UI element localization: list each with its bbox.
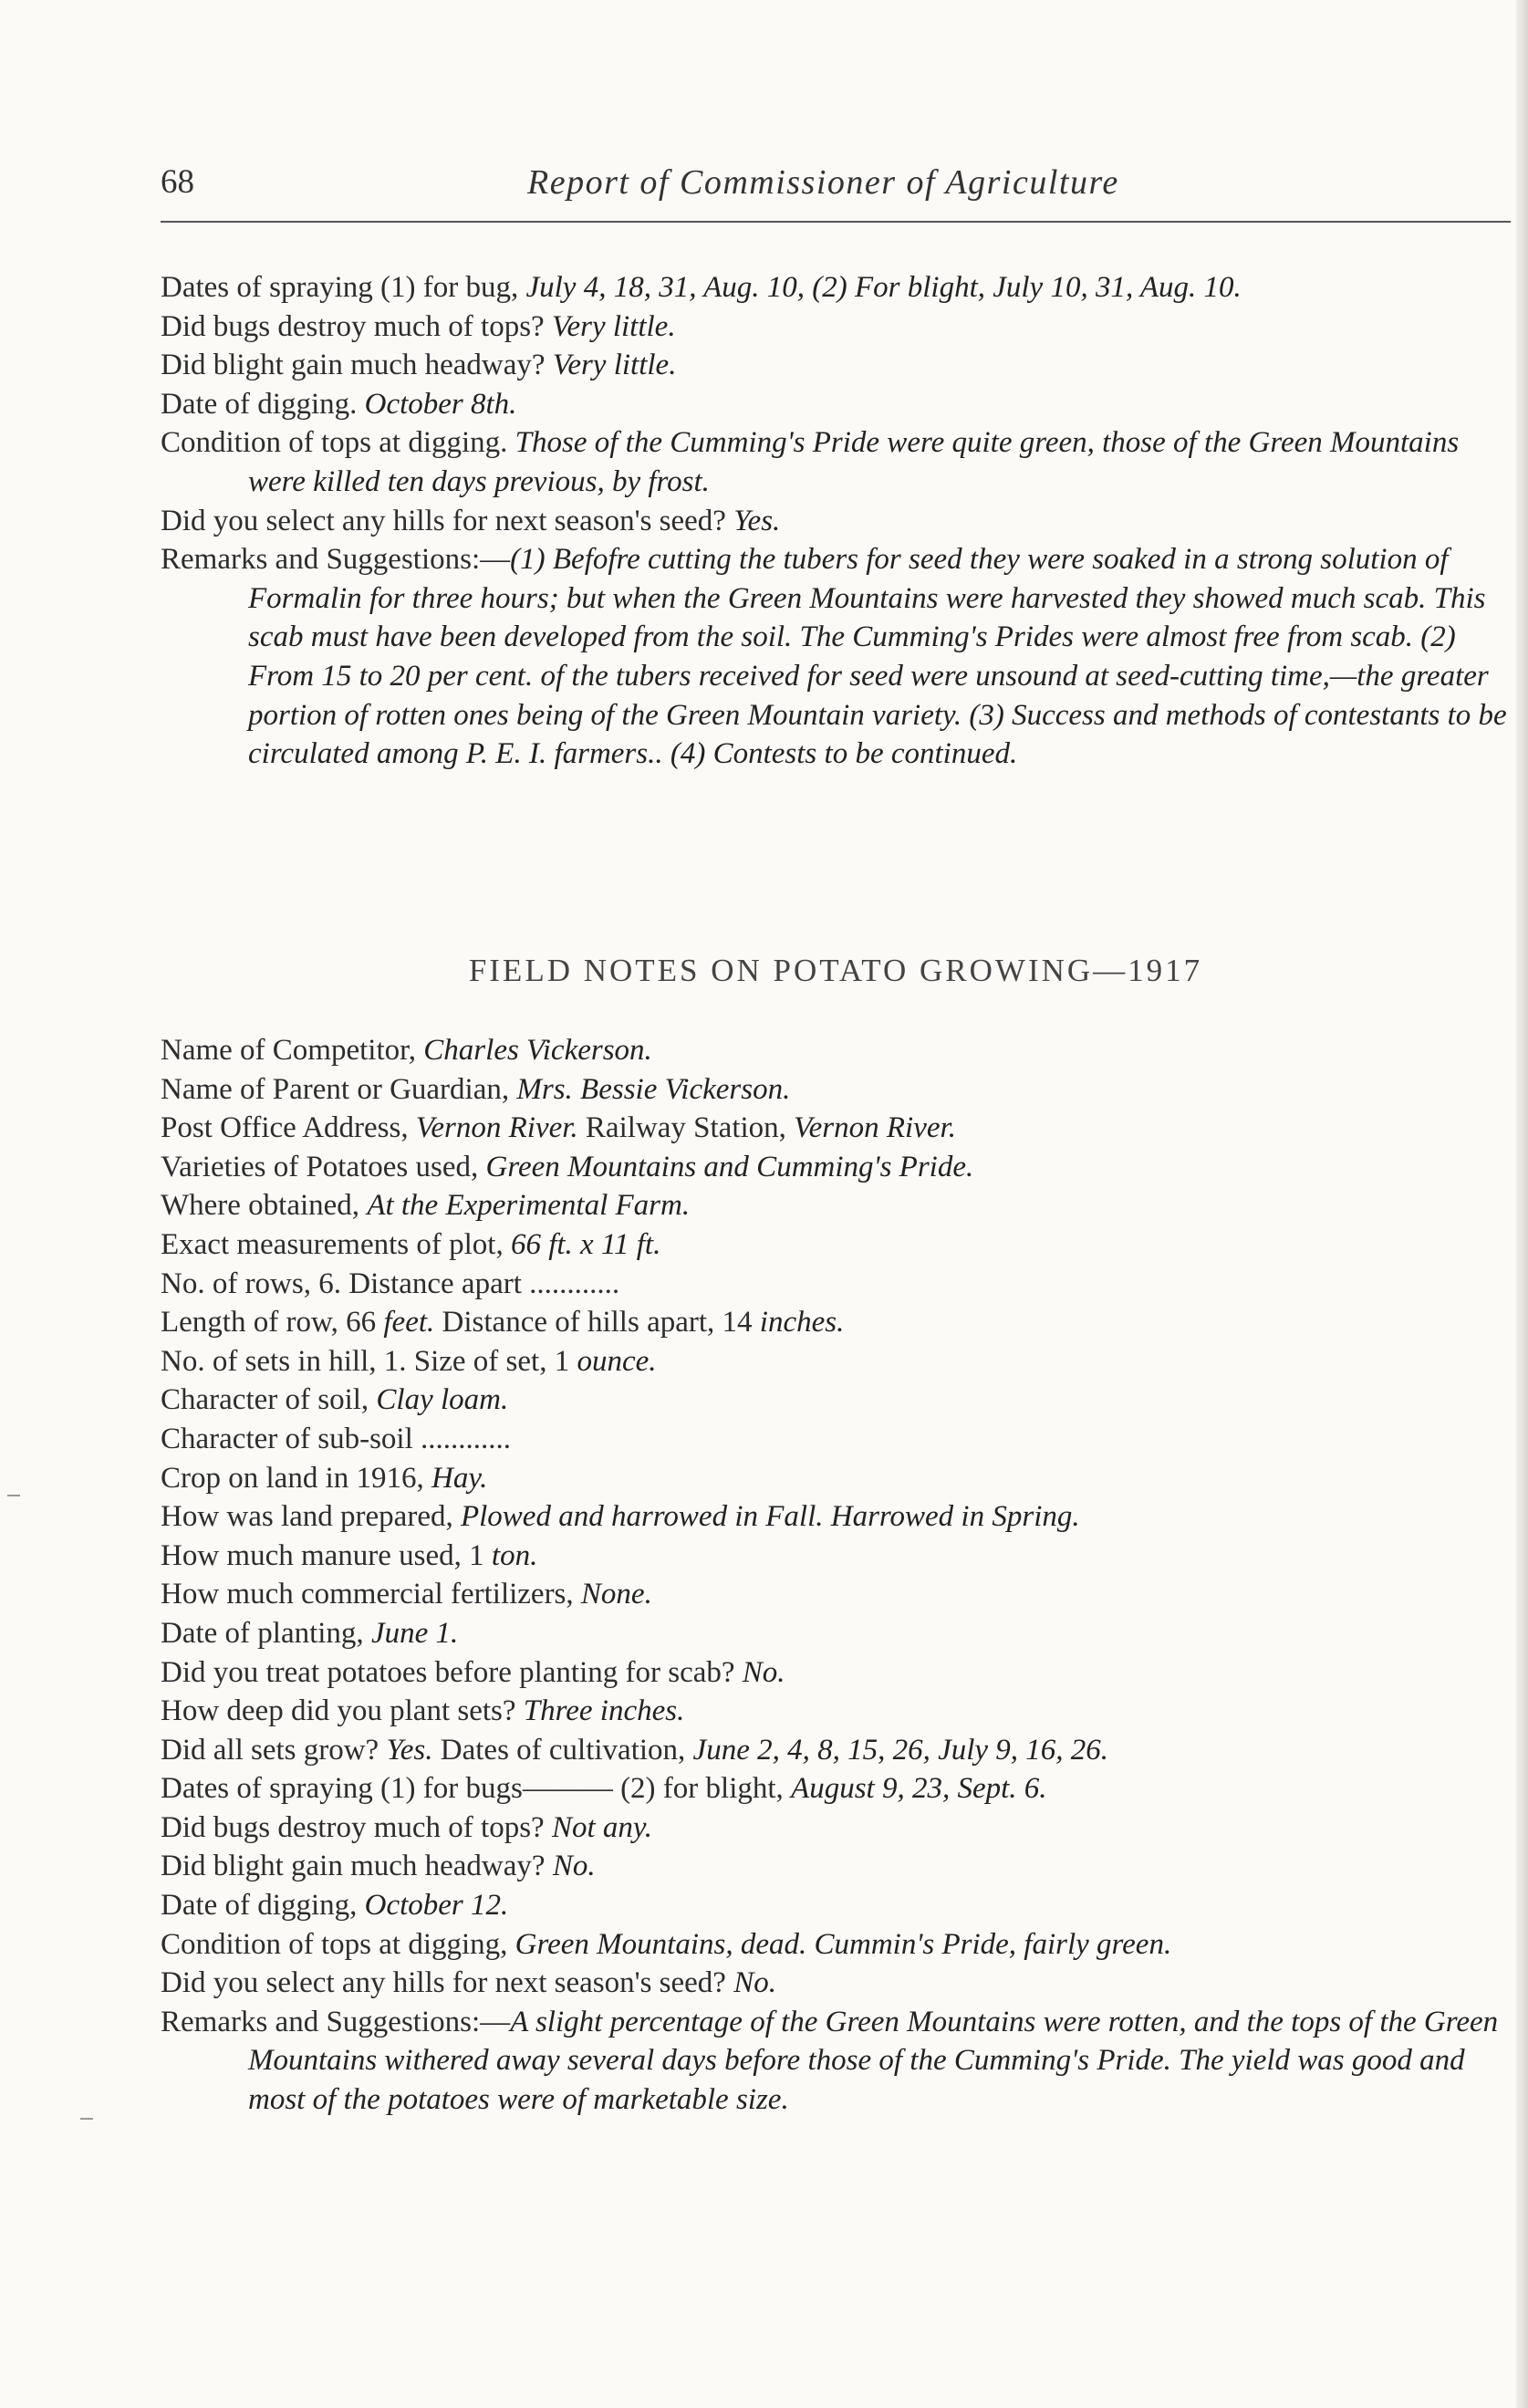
field-label: How was land prepared, — [161, 1500, 461, 1534]
page-number: 68 — [161, 163, 194, 201]
field-entry — [161, 1031, 1511, 1070]
field-entry — [161, 1653, 1511, 1693]
field-entry — [161, 1809, 1511, 1848]
field-entry — [161, 502, 1511, 541]
field-label: Exact measurements of plot, — [161, 1227, 511, 1261]
field-answer: None. — [580, 1578, 652, 1611]
field-answer: Yes. — [733, 504, 781, 537]
field-answer: Vernon River. — [415, 1111, 578, 1145]
margin-mark — [7, 1495, 20, 1496]
field-answer: October 12. — [364, 1889, 509, 1923]
field-answer: June 2, 4, 8, 15, 26, July 9, 16, 26. — [692, 1733, 1109, 1767]
field-label: Dates of spraying (1) for bugs——— (2) for blight, — [161, 1772, 792, 1806]
field-entry — [161, 385, 1511, 424]
field-label: Did you select any hills for next season's seed? — [161, 504, 734, 537]
field-entry — [161, 1769, 1511, 1809]
field-label: Length of row, 66 — [161, 1306, 384, 1340]
field-label: Did you treat potatoes before planting for scab? — [161, 1655, 743, 1689]
field-answer: Green Mountains, dead. Cummin's Pride, fairly green. — [515, 1927, 1172, 1961]
field-label: Varieties of Potatoes used, — [161, 1150, 486, 1183]
field-entry — [161, 1148, 1511, 1187]
field-entry — [161, 1692, 1511, 1731]
field-label: Condition of tops at digging, — [161, 1927, 515, 1961]
field-entry — [161, 1070, 1511, 1110]
field-label: No. of rows, 6. Distance apart ............ — [161, 1267, 620, 1300]
field-entry — [161, 1537, 1511, 1576]
field-label: How much manure used, 1 — [161, 1538, 492, 1572]
field-label: Date of digging. — [161, 387, 365, 421]
field-label: Did all sets grow? — [161, 1733, 387, 1767]
field-label: Condition of tops at digging. — [161, 426, 515, 460]
field-answer: ounce. — [577, 1344, 657, 1378]
field-answer: Those of the Cumming's Pride were quite green, those of the Green Mountains were killed ten days previous, by frost. — [248, 426, 1460, 498]
field-answer: August 9, 23, Sept. 6. — [791, 1772, 1047, 1806]
field-answer: Hay. — [431, 1461, 488, 1495]
field-answer: feet. — [383, 1306, 435, 1340]
field-label: Where obtained, — [161, 1189, 368, 1223]
field-answer: At the Experimental Farm. — [367, 1189, 691, 1223]
field-answer: Green Mountains and Cumming's Pride. — [485, 1150, 974, 1183]
field-entry — [161, 1225, 1511, 1265]
running-head — [161, 162, 1511, 217]
field-answer: (1) Befofre cutting the tubers for seed they were soaked in a strong solution of Formalin for three hours; but when the Green Mountains were harvested they showed much scab. This scab must have been developed from the soil. The Cumming's Prides were almost free from scab. (2) From 15 to 20 per cent. of the tubers received for seed were unsound at seed-cutting time,—the greater portion of rotten ones being of the Green Mountain variety. (3) Success and methods of contestants to be circulated among P. E. I. farmers.. (4) Contests to be continued. — [248, 543, 1507, 771]
field-entry — [161, 1381, 1511, 1420]
field-entry — [161, 1303, 1511, 1342]
field-entry — [161, 423, 1511, 501]
field-entry — [161, 1420, 1511, 1459]
field-label: Name of Competitor, — [161, 1034, 424, 1067]
field-answer: Charles Vickerson. — [423, 1034, 652, 1067]
section-title: FIELD NOTES ON POTATO GROWING—1917 — [468, 953, 1203, 988]
field-entry — [161, 1886, 1511, 1925]
field-label: Remarks and Suggestions:— — [161, 2005, 511, 2038]
field-label: Did blight gain much headway? — [161, 349, 553, 382]
field-label: How deep did you plant sets? — [161, 1694, 524, 1728]
field-answer: Yes. — [386, 1733, 433, 1767]
field-answer: Very little. — [552, 349, 677, 382]
field-entry — [161, 308, 1511, 347]
field-entry — [161, 540, 1511, 774]
field-entry — [161, 1459, 1511, 1498]
field-answer: No. — [552, 1850, 596, 1883]
field-answer: Plowed and harrowed in Fall. Harrowed in Spring. — [460, 1500, 1080, 1534]
field-label: Did bugs destroy much of tops? — [161, 1810, 552, 1844]
field-label: Railway Station, — [577, 1111, 795, 1145]
field-answer: Very little. — [551, 309, 676, 343]
field-label: Did bugs destroy much of tops? — [161, 309, 552, 343]
field-answer: Three inches. — [523, 1694, 685, 1728]
field-entry — [161, 1342, 1511, 1381]
field-entry — [161, 1265, 1511, 1304]
field-entry — [161, 1109, 1511, 1148]
field-label: No. of sets in hill, 1. Size of set, 1 — [161, 1344, 577, 1378]
field-label: Character of sub-soil ............ — [161, 1422, 511, 1455]
margin-mark — [80, 2118, 93, 2120]
field-answer: October 8th. — [364, 387, 517, 421]
field-label: Date of digging, — [161, 1889, 365, 1923]
field-label: Date of planting, — [161, 1616, 371, 1650]
first-report-block — [161, 268, 1511, 774]
field-label: Remarks and Suggestions:— — [161, 543, 511, 577]
field-entry — [161, 2003, 1511, 2120]
field-answer: inches. — [759, 1306, 845, 1340]
field-answer: Clay loam. — [376, 1383, 509, 1417]
field-entry — [161, 1731, 1511, 1770]
field-answer: No. — [742, 1655, 785, 1689]
field-entry — [161, 1925, 1511, 1965]
page-edge-shadow — [1516, 0, 1528, 2408]
field-answer: 66 ft. x 11 ft. — [510, 1227, 661, 1261]
field-label: Character of soil, — [161, 1383, 377, 1417]
header-rule — [161, 221, 1511, 223]
field-label: Name of Parent or Guardian, — [161, 1072, 517, 1106]
field-label: Did blight gain much headway? — [161, 1850, 553, 1883]
field-entry — [161, 1964, 1511, 2003]
field-entry — [161, 1186, 1511, 1225]
field-entry — [161, 1614, 1511, 1653]
field-answer: June 1. — [370, 1616, 459, 1650]
field-label: Did you select any hills for next season's seed? — [161, 1966, 734, 2000]
field-answer: Not any. — [551, 1810, 652, 1844]
field-entry — [161, 1497, 1511, 1537]
field-answer: Mrs. Bessie Vickerson. — [516, 1072, 791, 1106]
field-label: Distance of hills apart, 14 — [434, 1306, 760, 1340]
field-notes-block — [161, 1031, 1511, 2120]
field-entry — [161, 268, 1511, 308]
field-label: Dates of spraying (1) for bug, — [161, 271, 526, 304]
field-label: Post Office Address, — [161, 1111, 416, 1145]
field-answer: A slight percentage of the Green Mountains were rotten, and the tops of the Green Mountains withered away several days before those of the Cumming's Pride. The yield was good and most of the potatoes were of marketable size. — [248, 2005, 1499, 2117]
field-entry — [161, 1575, 1511, 1614]
field-label: Crop on land in 1916, — [161, 1461, 431, 1495]
field-answer: ton. — [491, 1538, 538, 1572]
field-entry — [161, 346, 1511, 385]
field-label: How much commercial fertilizers, — [161, 1578, 581, 1611]
field-answer: No. — [733, 1966, 776, 2000]
field-answer: July 4, 18, 31, Aug. 10, (2) For blight, July 10, 31, Aug. 10. — [525, 271, 1242, 304]
field-entry — [161, 1847, 1511, 1886]
field-answer: Vernon River. — [794, 1111, 956, 1145]
field-label: Dates of cultivation, — [432, 1733, 693, 1767]
running-title: Report of Commissioner of Agriculture — [527, 163, 1119, 202]
